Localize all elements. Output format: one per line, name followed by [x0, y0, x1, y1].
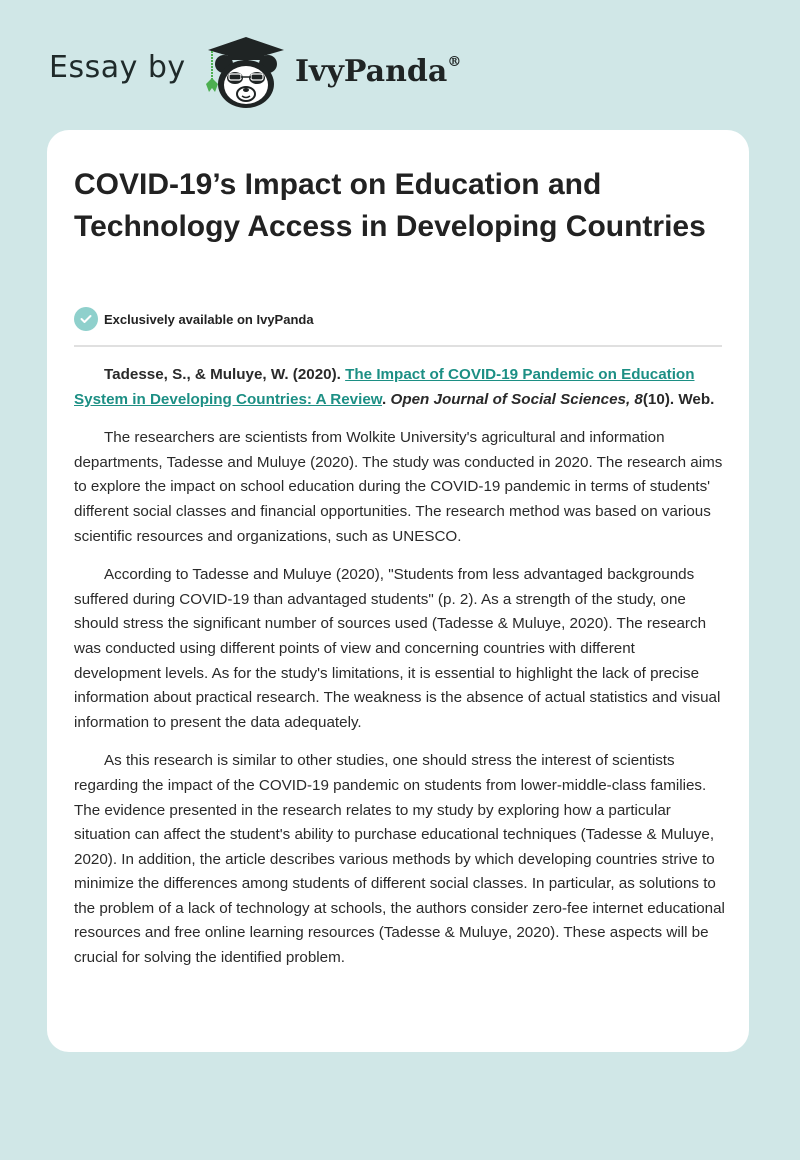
source-link[interactable]: The Impact of COVID-19 Pandemic on Education System in Developing Countries: A Review	[74, 366, 695, 408]
site-header	[0, 0, 800, 130]
brand-name[interactable]	[295, 54, 461, 89]
exclusive-label: Exclusively available on IvyPanda	[104, 311, 314, 327]
registered-mark: ®	[447, 54, 462, 70]
citation-authors: Tadesse, S., & Muluye, W. (2020).	[104, 366, 346, 383]
brand-name-text: IvyPanda	[295, 54, 448, 89]
essay-body	[74, 363, 726, 985]
citation-separator: .	[382, 390, 391, 408]
paragraph-2: According to Tadesse and Muluye (2020), "Students from less advantaged backgrounds suffered during COVID-19 than advantaged students" (p. 2). As a strength of the study, one should stress the significant number of sources used (Tadesse & Muluye, 2020). The research was conducted using different points of view and concerning countries with different development levels. As for the study's limitations, it is essential to highlight the lack of precise information about practical research. The weakness is the absence of actual statistics and visual information to present the data adequately.	[74, 566, 721, 731]
page-title: COVID-19’s Impact on Education and Technology Access in Developing Countries	[74, 168, 706, 243]
essay-card	[47, 130, 749, 1052]
reference-citation	[74, 363, 726, 412]
exclusive-badge	[74, 307, 314, 331]
check-circle-icon	[74, 307, 98, 331]
essay-by-label: Essay by	[49, 50, 186, 85]
citation-issue: (10). Web.	[642, 390, 715, 408]
paragraph-1: The researchers are scientists from Wolkite University's agricultural and information departments, Tadesse and Muluye (2020). The study was conducted in 2020. The research aims to explore the impact on school education during the COVID-19 pandemic in terms of students' different social classes and financial opportunities. The research method was based on various scientific resources and organizations, such as UNESCO.	[74, 429, 723, 545]
panda-graduate-logo-icon[interactable]	[200, 34, 292, 110]
paragraph-3: As this research is similar to other studies, one should stress the interest of scientists regarding the impact of the COVID-19 pandemic on students from lower-middle-class families. The evidence presented in the research relates to my study by exploring how a particular situation can affect the student's ability to purchase educational techniques (Tadesse & Muluye, 2020). In addition, the article describes various methods by which developing countries strive to minimize the differences among students of different social classes. In particular, as solutions to the problem of a lack of technology at schools, the authors consider zero-fee internet educational resources and free online learning resources (Tadesse & Muluye, 2020). These aspects will be crucial for solving the identified problem.	[74, 752, 725, 967]
divider	[74, 345, 722, 347]
citation-journal: Open Journal of Social Sciences, 8	[390, 390, 643, 408]
